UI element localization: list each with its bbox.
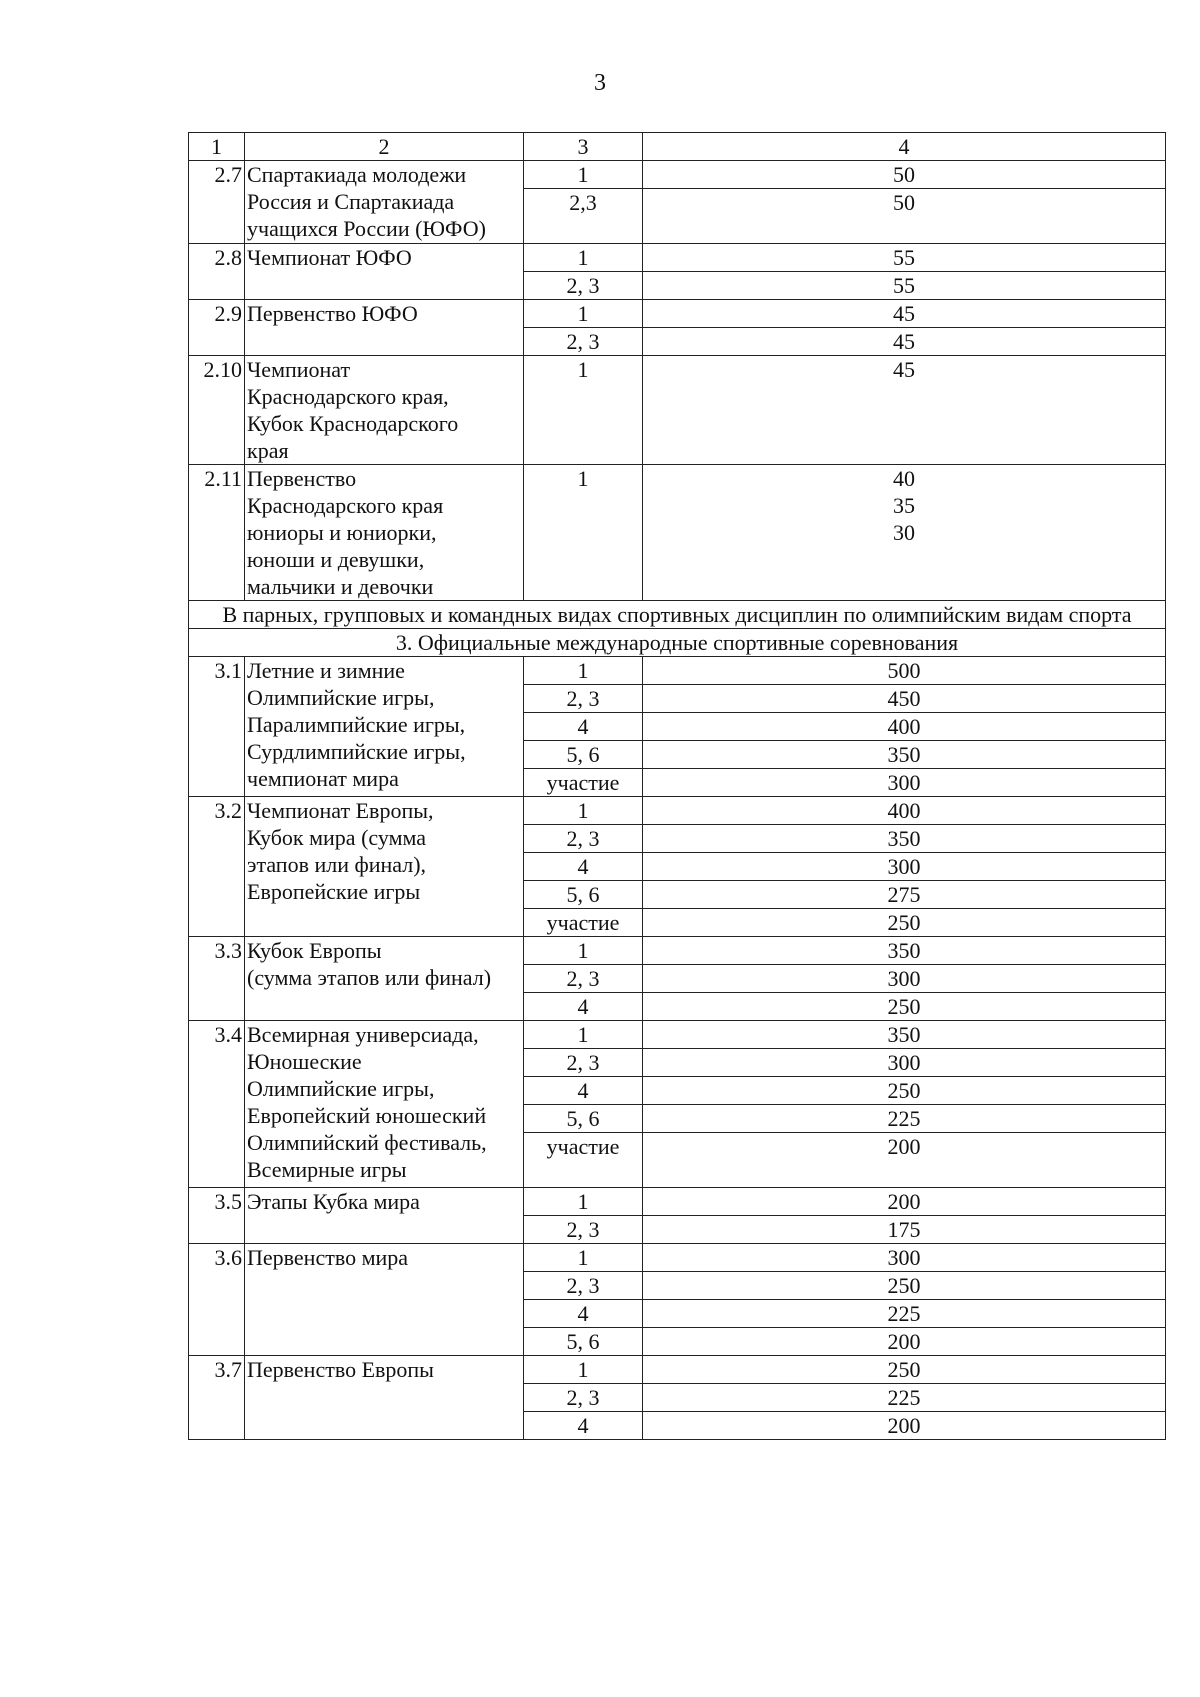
table-row (189, 161, 1166, 189)
place-cell: 5, 6 (524, 1105, 643, 1133)
place-cell: участие (524, 769, 643, 797)
competition-name (245, 657, 524, 797)
name-line: Летние и зимние (247, 658, 405, 683)
competition-name (245, 161, 524, 244)
row-number: 2.9 (189, 300, 245, 356)
points-cell: 45 (643, 356, 1166, 465)
place-cell: 2, 3 (524, 685, 643, 713)
place-cell: 4 (524, 1412, 643, 1440)
row-number: 3.1 (189, 657, 245, 797)
row-number: 2.10 (189, 356, 245, 465)
place-cell: 2, 3 (524, 328, 643, 356)
table-row (189, 657, 1166, 685)
table-header-row (189, 133, 1166, 161)
points-cell: 225 (643, 1300, 1166, 1328)
table-row (189, 1188, 1166, 1216)
name-line: Олимпийский фестиваль, (247, 1130, 487, 1155)
name-line: Сурдлимпийские игры, (247, 739, 466, 764)
name-line: Первенство Европы (247, 1357, 434, 1382)
points-line: 30 (893, 520, 915, 545)
place-cell: 2, 3 (524, 1216, 643, 1244)
competition-name (245, 356, 524, 465)
points-cell: 50 (643, 161, 1166, 189)
table-row (189, 629, 1166, 657)
row-number: 3.7 (189, 1356, 245, 1440)
points-cell: 200 (643, 1133, 1166, 1188)
points-cell (643, 465, 1166, 601)
place-cell: 4 (524, 993, 643, 1021)
table-row (189, 1244, 1166, 1272)
place-cell: 5, 6 (524, 881, 643, 909)
row-number: 3.2 (189, 797, 245, 937)
row-number: 3.3 (189, 937, 245, 1021)
table-row (189, 601, 1166, 629)
points-cell: 450 (643, 685, 1166, 713)
points-cell: 300 (643, 853, 1166, 881)
row-number: 2.7 (189, 161, 245, 244)
name-line: Чемпионат Европы, (247, 798, 434, 823)
place-cell: 2, 3 (524, 272, 643, 300)
header-cell: 2 (245, 133, 524, 161)
competition-name (245, 300, 524, 356)
place-cell: 2,3 (524, 189, 643, 244)
points-cell: 350 (643, 825, 1166, 853)
name-line: Всемирные игры (247, 1157, 407, 1182)
place-cell: 1 (524, 937, 643, 965)
table-row (189, 1021, 1166, 1049)
place-cell: участие (524, 1133, 643, 1188)
points-cell: 300 (643, 965, 1166, 993)
name-line: этапов или финал), (247, 852, 427, 877)
points-line: 35 (893, 493, 915, 518)
name-line: Спартакиада молодежи (247, 162, 467, 187)
name-line: Первенство (247, 466, 357, 491)
place-cell: 1 (524, 1021, 643, 1049)
competition-name (245, 1188, 524, 1244)
table-row (189, 797, 1166, 825)
row-number: 2.8 (189, 244, 245, 300)
name-line: Европейские игры (247, 879, 421, 904)
competition-name (245, 1021, 524, 1188)
place-cell: 1 (524, 1356, 643, 1384)
points-cell: 45 (643, 328, 1166, 356)
page-number: 3 (594, 70, 606, 96)
points-cell: 200 (643, 1412, 1166, 1440)
points-table (188, 132, 1166, 1440)
row-number: 2.11 (189, 465, 245, 601)
points-cell: 400 (643, 797, 1166, 825)
points-cell: 250 (643, 1077, 1166, 1105)
place-cell: 2, 3 (524, 825, 643, 853)
points-cell: 250 (643, 1272, 1166, 1300)
name-line: Кубок мира (сумма (247, 825, 427, 850)
name-line: (сумма этапов или финал) (247, 965, 492, 990)
points-cell: 250 (643, 909, 1166, 937)
table-row (189, 356, 1166, 465)
points-line: 40 (893, 466, 915, 491)
name-line: чемпионат мира (247, 766, 399, 791)
banner-text: В парных, групповых и командных видах спортивных дисциплин по олимпийским видам спорта (189, 601, 1166, 629)
points-cell: 250 (643, 993, 1166, 1021)
table-row (189, 244, 1166, 272)
table-row (189, 300, 1166, 328)
place-cell: участие (524, 909, 643, 937)
points-cell: 55 (643, 244, 1166, 272)
name-line: Всемирная универсиада, (247, 1022, 479, 1047)
section-title: 3. Официальные международные спортивные соревнования (189, 629, 1166, 657)
competition-name (245, 1244, 524, 1356)
name-line: Кубок Европы (247, 938, 382, 963)
points-cell: 225 (643, 1384, 1166, 1412)
points-cell: 400 (643, 713, 1166, 741)
place-cell: 5, 6 (524, 1328, 643, 1356)
place-cell: 2, 3 (524, 1049, 643, 1077)
name-line: Кубок Краснодарского (247, 411, 459, 436)
place-cell: 1 (524, 657, 643, 685)
row-number: 3.5 (189, 1188, 245, 1244)
name-line: края (247, 438, 289, 463)
name-line: Этапы Кубка мира (247, 1189, 420, 1214)
place-cell: 1 (524, 244, 643, 272)
points-cell: 350 (643, 741, 1166, 769)
points-cell: 350 (643, 937, 1166, 965)
points-cell: 300 (643, 1244, 1166, 1272)
place-cell: 4 (524, 713, 643, 741)
row-number: 3.4 (189, 1021, 245, 1188)
table-row (189, 1356, 1166, 1384)
place-cell: 2, 3 (524, 1384, 643, 1412)
header-cell: 3 (524, 133, 643, 161)
points-cell: 300 (643, 769, 1166, 797)
place-cell: 2, 3 (524, 965, 643, 993)
place-cell: 1 (524, 1244, 643, 1272)
points-cell: 500 (643, 657, 1166, 685)
competition-name (245, 1356, 524, 1440)
name-line: Паралимпийские игры, (247, 712, 466, 737)
place-cell: 1 (524, 797, 643, 825)
name-line: Олимпийские игры, (247, 685, 435, 710)
competition-name (245, 244, 524, 300)
name-line: Олимпийские игры, (247, 1076, 435, 1101)
place-cell: 4 (524, 853, 643, 881)
points-cell: 45 (643, 300, 1166, 328)
place-cell: 1 (524, 161, 643, 189)
name-line: Чемпионат (247, 357, 351, 382)
name-line: Краснодарского края (247, 493, 444, 518)
points-cell: 275 (643, 881, 1166, 909)
place-cell: 1 (524, 356, 643, 465)
points-cell: 175 (643, 1216, 1166, 1244)
name-line: Первенство мира (247, 1245, 409, 1270)
name-line: юноши и девушки, (247, 547, 425, 572)
header-cell: 1 (189, 133, 245, 161)
competition-name (245, 937, 524, 1021)
competition-name (245, 797, 524, 937)
name-line: учащихся России (ЮФО) (247, 216, 486, 241)
name-line: юниоры и юниорки, (247, 520, 437, 545)
points-cell: 200 (643, 1188, 1166, 1216)
place-cell: 2, 3 (524, 1272, 643, 1300)
name-line: Краснодарского края, (247, 384, 449, 409)
row-number: 3.6 (189, 1244, 245, 1356)
header-cell: 4 (643, 133, 1166, 161)
place-cell: 1 (524, 465, 643, 601)
place-cell: 5, 6 (524, 741, 643, 769)
name-line: мальчики и девочки (247, 574, 434, 599)
points-cell: 55 (643, 272, 1166, 300)
place-cell: 4 (524, 1077, 643, 1105)
name-line: Юношеские (247, 1049, 362, 1074)
points-cell: 50 (643, 189, 1166, 244)
points-cell: 200 (643, 1328, 1166, 1356)
points-cell: 250 (643, 1356, 1166, 1384)
name-line: Европейский юношеский (247, 1103, 487, 1128)
points-cell: 225 (643, 1105, 1166, 1133)
points-cell: 350 (643, 1021, 1166, 1049)
name-line: Чемпионат ЮФО (247, 245, 412, 270)
name-line: Первенство ЮФО (247, 301, 418, 326)
table-row (189, 465, 1166, 601)
points-cell: 300 (643, 1049, 1166, 1077)
table-row (189, 937, 1166, 965)
place-cell: 4 (524, 1300, 643, 1328)
place-cell: 1 (524, 300, 643, 328)
competition-name (245, 465, 524, 601)
name-line: Россия и Спартакиада (247, 189, 455, 214)
place-cell: 1 (524, 1188, 643, 1216)
